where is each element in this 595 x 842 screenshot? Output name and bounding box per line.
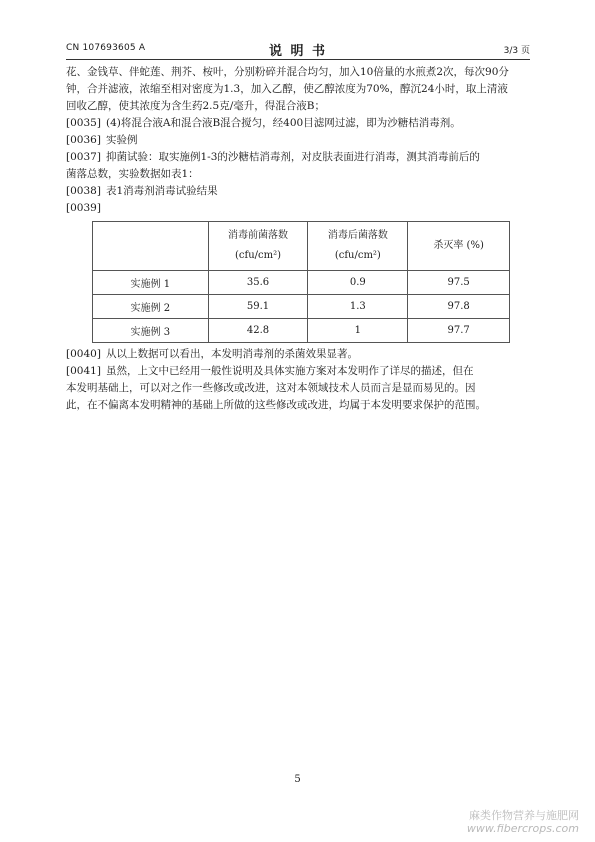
continuation-line: 钟，合并滤液，浓缩至相对密度为1.3，加入乙醇，使乙醇浓度为70%，醇沉24小时，取上清液 [66, 83, 508, 95]
continuation-line: 本发明基础上，可以对之作一些修改或改进，这对本领域技术人员而言是显而易见的。因 [66, 382, 476, 394]
results-table [92, 221, 510, 343]
table-header-cell: 消毒后菌落数 (cfu/cm²) [308, 222, 408, 271]
paragraph-text: 虽然，上文中已经用一般性说明及具体实施方案对本发明作了详尽的描述，但在 [106, 365, 474, 377]
table-cell: 实施例 2 [93, 295, 209, 319]
table-header-cell: 杀灭率 (%) [408, 222, 510, 271]
table-header-cell: 消毒前菌落数 (cfu/cm²) [208, 222, 308, 271]
table-cell: 42.8 [208, 319, 308, 343]
paragraph-text [106, 200, 530, 217]
table-cell: 1.3 [308, 295, 408, 319]
paragraph-continuation [66, 166, 530, 183]
header-divider [66, 59, 530, 60]
document-title: 说 明 书 [268, 44, 328, 59]
table-cell: 实施例 3 [93, 319, 209, 343]
table-row [93, 319, 510, 343]
paragraph-text: 从以上数据可以看出，本发明消毒剂的杀菌效果显著。 [106, 348, 358, 360]
paragraph-text: 菌落总数，实验数据如表1： [66, 168, 199, 180]
paragraph-number: [0041] [66, 365, 101, 377]
paragraph-text: (4)将混合液A和混合液B混合搅匀，经400目滤网过滤，即为沙糖桔消毒剂。 [106, 117, 461, 129]
paragraph-number: [0039] [66, 202, 101, 214]
paragraph [66, 363, 530, 380]
paragraph-number: [0037] [66, 151, 101, 163]
page-indicator: 3/3 页 [503, 46, 530, 56]
table-cell: 35.6 [208, 271, 308, 295]
paragraph-number: [0036] [66, 134, 101, 146]
page-header [66, 40, 530, 58]
paragraph [66, 149, 530, 166]
paragraph [66, 183, 530, 200]
paragraph-number: [0040] [66, 348, 101, 360]
paragraph [66, 200, 530, 217]
table-header-cell [93, 222, 209, 271]
paragraph-text: 实验例 [106, 134, 138, 146]
table-cell: 97.7 [408, 319, 510, 343]
conclusion-text [66, 346, 530, 414]
paragraph [66, 115, 530, 132]
paragraph-number: [0035] [66, 117, 101, 129]
patent-number: CN 107693605 A [66, 43, 146, 53]
paragraph-text: 抑菌试验：取实施例1-3的沙糖桔消毒剂，对皮肤表面进行消毒，测其消毒前后的 [106, 151, 480, 163]
table-row [93, 295, 510, 319]
body-text [66, 64, 530, 217]
table-cell: 97.5 [408, 271, 510, 295]
page-number: 5 [294, 774, 301, 785]
continuation-line: 花、金钱草、伴蛇莲、荆芥、桉叶，分别粉碎并混合均匀，加入10倍量的水煎煮2次，每次90分 [66, 66, 509, 78]
watermark-title: 麻类作物营养与施肥网 [469, 809, 579, 822]
continuation-line: 此，在不偏离本发明精神的基础上所做的这些修改或改进，均属于本发明要求保护的范围。 [66, 399, 486, 411]
watermark-url: www.fibercrops.com [466, 822, 579, 835]
results-table-container [92, 221, 510, 343]
continuation-line: 回收乙醇，使其浓度为含生药2.5克/毫升，得混合液B； [66, 100, 325, 112]
table-cell: 0.9 [308, 271, 408, 295]
table-caption: 表1消毒剂消毒试验结果 [106, 185, 218, 197]
table-row [93, 271, 510, 295]
table-cell: 59.1 [208, 295, 308, 319]
table-cell: 1 [308, 319, 408, 343]
table-cell: 97.8 [408, 295, 510, 319]
paragraph-number: [0038] [66, 185, 101, 197]
table-header-row [93, 222, 510, 271]
table-cell: 实施例 1 [93, 271, 209, 295]
paragraph [66, 346, 530, 363]
paragraph [66, 132, 530, 149]
